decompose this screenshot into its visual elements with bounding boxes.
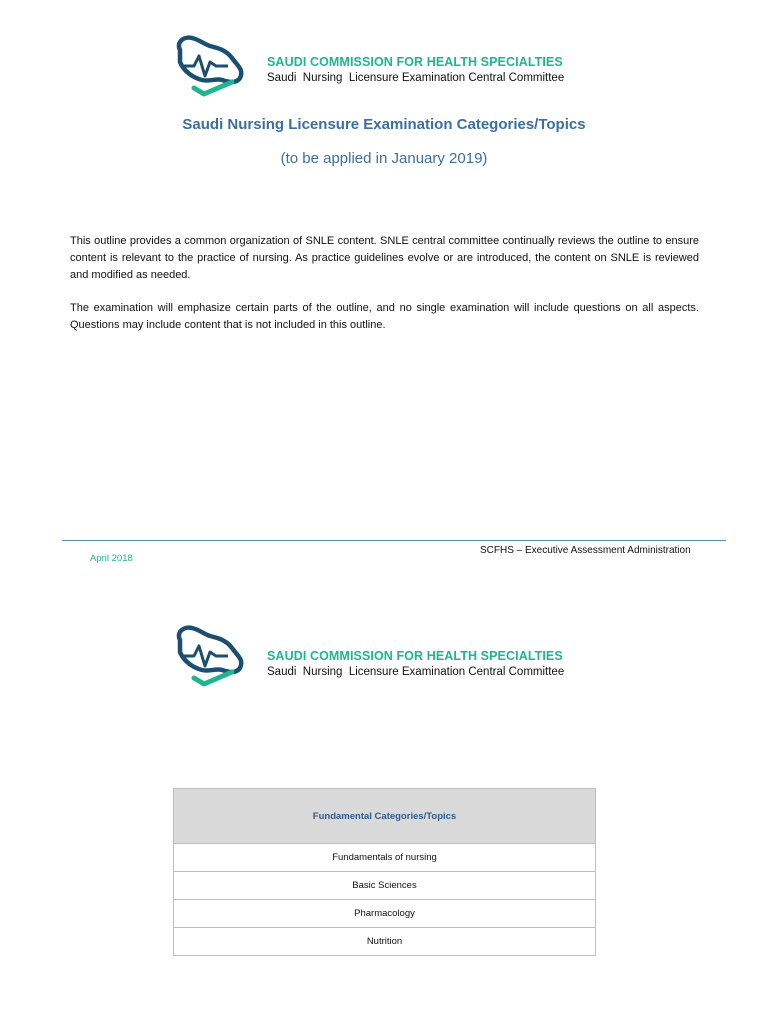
document-subtitle: (to be applied in January 2019) xyxy=(280,150,488,167)
document-title: Saudi Nursing Licensure Examination Categories/Topics xyxy=(182,116,586,133)
table-cell: Basic Sciences xyxy=(174,872,596,900)
table-row xyxy=(174,928,596,956)
footer-date: April 2018 xyxy=(90,553,133,564)
table-cell: Fundamentals of nursing xyxy=(174,844,596,872)
table-row xyxy=(174,844,596,872)
intro-paragraph-1: This outline provides a common organization of SNLE content. SNLE central committee continually reviews the outline to ensure content is relevant to the practice of nursing. As practice guidelines evolve or are introduced, the content on SNLE is reviewed and modified as needed. xyxy=(70,235,699,281)
intro-paragraph-2: The examination will emphasize certain parts of the outline, and no single examination will include questions on all aspects. Questions may include content that is not included in this outline. xyxy=(70,302,699,331)
table-header: Fundamental Categories/Topics xyxy=(174,789,596,844)
footer-department: SCFHS – Executive Assessment Administration xyxy=(480,545,691,556)
table-cell: Nutrition xyxy=(174,928,596,956)
org-name: SAUDI COMMISSION FOR HEALTH SPECIALTIES xyxy=(267,55,563,69)
categories-table xyxy=(173,788,596,956)
table-row xyxy=(174,900,596,928)
committee-name: Saudi Nursing Licensure Examination Central Committee xyxy=(267,72,565,84)
committee-name: Saudi Nursing Licensure Examination Central Committee xyxy=(267,666,565,678)
org-name: SAUDI COMMISSION FOR HEALTH SPECIALTIES xyxy=(267,649,563,663)
scfhs-logo-icon xyxy=(170,622,248,688)
table-row xyxy=(174,872,596,900)
table-cell: Pharmacology xyxy=(174,900,596,928)
footer-divider xyxy=(62,540,726,541)
scfhs-logo-icon xyxy=(170,32,248,98)
